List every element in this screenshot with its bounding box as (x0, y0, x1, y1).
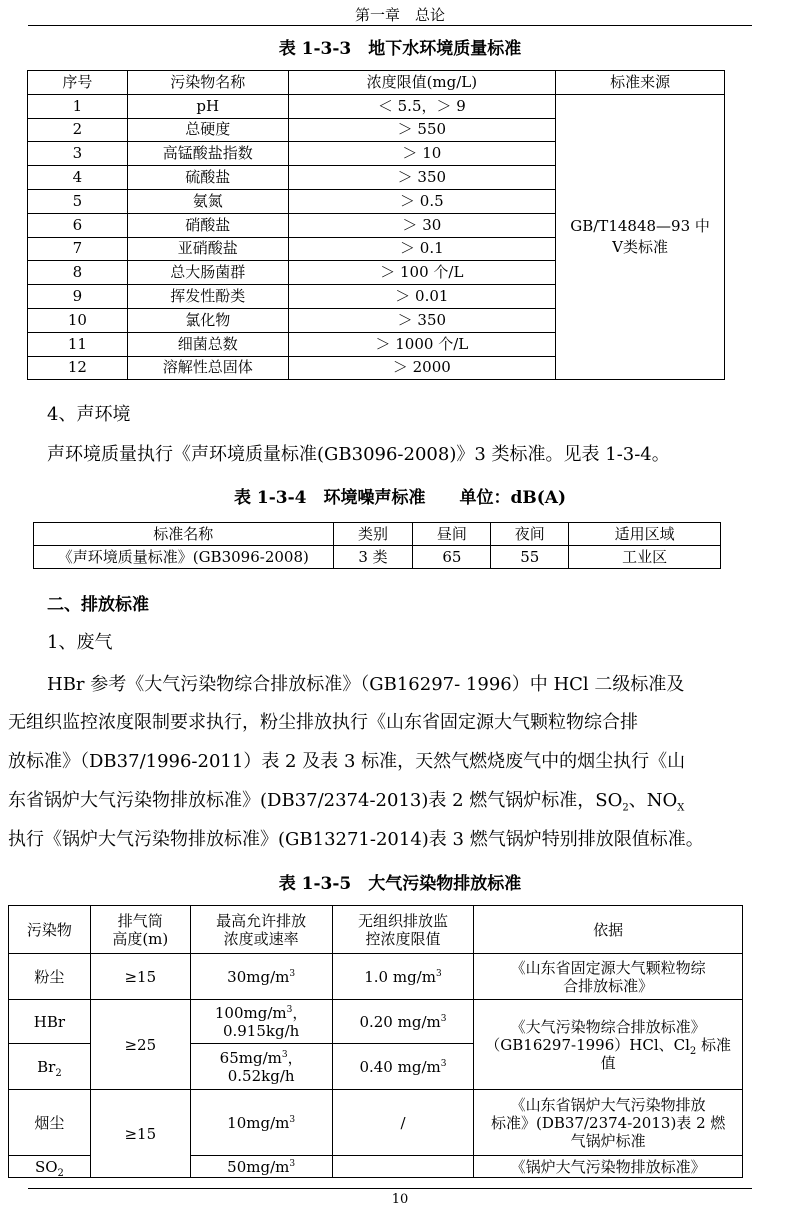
conc-text: 65mg/m (219, 1048, 282, 1067)
cell-no: 9 (28, 285, 128, 309)
cell-no: 12 (28, 356, 128, 380)
basis-line: 气锅炉标准 (570, 1131, 646, 1150)
cell-limit: ＞ 350 (288, 166, 556, 190)
header-line: 高度(m) (112, 929, 169, 948)
cell-height: ≥25 (90, 1000, 190, 1090)
cell-limit: ＜ 5.5，＞ 9 (288, 94, 556, 118)
unit-sup: 3 (286, 1004, 293, 1015)
cell-pollutant: 溶解性总固体 (127, 356, 288, 380)
cell-no: 2 (28, 118, 128, 142)
footer-rule (28, 1188, 752, 1189)
limit-text: 0.40 mg/m (359, 1057, 441, 1076)
pollutant-text: Br (37, 1057, 56, 1076)
cell-height: ≥15 (90, 1090, 190, 1178)
table-row (9, 1000, 743, 1044)
cell-pollutant: pH (127, 94, 288, 118)
basis-line: 值 (600, 1053, 616, 1072)
cell-pollutant: 氨氮 (127, 189, 288, 213)
cell-basis (474, 1090, 743, 1156)
emission-line-2: 无组织监控浓度限制要求执行，粉尘排放执行《山东省固定源大气颗粒物综合排 (8, 712, 638, 733)
cell-concentration (190, 1090, 332, 1156)
unit-sup: 3 (289, 1158, 296, 1169)
section-heading-emission: 二、排放标准 (47, 595, 149, 615)
emission-line-3: 放标准》（DB37/1996-2011）表 2 及表 3 标准，天然气燃烧废气中的烟尘执行《山 (8, 751, 686, 772)
cell-no: 11 (28, 332, 128, 356)
cell-limit (332, 954, 474, 1000)
nox-subscript: X (677, 802, 685, 814)
cl2-subscript: 2 (689, 1045, 697, 1057)
cell-height: ≥15 (90, 954, 190, 1000)
cell-limit: ＞ 0.5 (288, 189, 556, 213)
emission-line-4-text: 东省锅炉大气污染物排放标准》(DB37/2374-2013)表 2 燃气锅炉标准，SO (8, 790, 623, 811)
conc-text: 50mg/m (227, 1157, 290, 1176)
unit-sup: 3 (289, 1114, 296, 1125)
cell-standard: 《声环境质量标准》(GB3096-2008) (34, 546, 334, 569)
table-row (28, 94, 725, 118)
basis-text: 标准 (696, 1035, 732, 1054)
cell-no: 4 (28, 166, 128, 190)
basis-line: 合排放标准》 (563, 976, 654, 995)
groundwater-table (27, 70, 725, 380)
cell-concentration (190, 1156, 332, 1178)
cell-limit: ＞ 550 (288, 118, 556, 142)
cell-concentration (190, 1000, 332, 1044)
cell-limit: ＞ 10 (288, 142, 556, 166)
basis-line: 《大气污染物综合排放标准》 (510, 1017, 706, 1036)
cell-pollutant: 硫酸盐 (127, 166, 288, 190)
cell-pollutant (9, 1044, 91, 1090)
unit-sup: 3 (435, 968, 442, 979)
header-cell: 适用区域 (569, 523, 721, 546)
cell-night: 55 (491, 546, 569, 569)
header-cell: 类别 (333, 523, 413, 546)
cell-limit: ＞ 1000 个/L (288, 332, 556, 356)
cell-no: 6 (28, 213, 128, 237)
header-cell (190, 906, 332, 954)
table-header-row (9, 906, 743, 954)
table2-caption: 表 1-3-4 环境噪声标准 单位：dB(A) (233, 488, 567, 508)
cell-source (556, 94, 725, 380)
cell-limit: ＞ 30 (288, 213, 556, 237)
conc-rate: 0.915kg/h (222, 1021, 300, 1040)
cell-no: 8 (28, 261, 128, 285)
emission-line-5: 执行《锅炉大气污染物排放标准》(GB13271-2014)表 3 燃气锅炉特别排放限值标准。 (8, 829, 704, 850)
conc-comma: ， (292, 1003, 308, 1022)
noise-table (33, 522, 721, 569)
table1-caption: 表 1-3-3 地下水环境质量标准 (278, 39, 522, 59)
section-heading-sound: 4、声环境 (47, 404, 131, 425)
basis-line (474, 1035, 742, 1057)
cell-limit (332, 1156, 474, 1178)
cell-pollutant: 细菌总数 (127, 332, 288, 356)
conc-text: 10mg/m (227, 1113, 290, 1132)
cell-limit: / (332, 1090, 474, 1156)
header-line: 浓度或速率 (223, 929, 299, 948)
cell-basis: 《锅炉大气污染物排放标准》 (474, 1156, 743, 1178)
header-line: 控浓度限值 (365, 929, 441, 948)
so2-subscript: 2 (57, 1167, 64, 1179)
cell-no: 1 (28, 94, 128, 118)
chapter-header: 第一章 总论 (354, 6, 445, 24)
air-pollutant-table (8, 905, 743, 1178)
header-cell: 浓度限值(mg/L) (288, 71, 556, 95)
unit-sup: 3 (289, 968, 296, 979)
header-cell: 污染物名称 (127, 71, 288, 95)
table-row (9, 954, 743, 1000)
unit-sup: 3 (440, 1058, 447, 1069)
header-rule (28, 25, 752, 26)
source-line: GB/T14848—93 中 (570, 217, 710, 236)
subheading-waste-gas: 1、废气 (47, 632, 113, 653)
basis-line: 标准》(DB37/2374-2013)表 2 燃 (490, 1113, 726, 1132)
cell-concentration (190, 954, 332, 1000)
source-line: Ⅴ类标准 (612, 238, 668, 257)
conc-text: 100mg/m (214, 1003, 287, 1022)
cell-pollutant: 氯化物 (127, 308, 288, 332)
header-line: 无组织排放监 (357, 911, 448, 930)
cell-pollutant: 粉尘 (9, 954, 91, 1000)
header-cell: 标准来源 (556, 71, 725, 95)
cell-limit (332, 1000, 474, 1044)
cell-class: 3 类 (333, 546, 413, 569)
cell-basis (474, 1000, 743, 1090)
cell-pollutant: HBr (9, 1000, 91, 1044)
emission-line-4 (8, 790, 684, 812)
header-cell: 标准名称 (34, 523, 334, 546)
header-cell: 污染物 (9, 906, 91, 954)
basis-text: （GB16297-1996）HCl、Cl (485, 1035, 690, 1054)
nox-text: 、NO (628, 790, 678, 811)
header-cell (90, 906, 190, 954)
emission-line-1: HBr 参考《大气污染物综合排放标准》（GB16297- 1996）中 HCl 二级标准及 (47, 674, 685, 695)
table-header-row (34, 523, 721, 546)
cell-pollutant: 烟尘 (9, 1090, 91, 1156)
conc-rate: 0.52kg/h (227, 1066, 295, 1085)
cell-no: 3 (28, 142, 128, 166)
cell-pollutant: 亚硝酸盐 (127, 237, 288, 261)
cell-pollutant: 挥发性酚类 (127, 285, 288, 309)
unit-sup: 3 (440, 1013, 447, 1024)
cell-area: 工业区 (569, 546, 721, 569)
table-row (9, 1090, 743, 1156)
cell-pollutant: 总大肠菌群 (127, 261, 288, 285)
cell-pollutant: 硝酸盐 (127, 213, 288, 237)
basis-line: 《山东省锅炉大气污染物排放 (510, 1095, 706, 1114)
header-cell (332, 906, 474, 954)
header-line: 最高允许排放 (216, 911, 307, 930)
cell-pollutant: 总硬度 (127, 118, 288, 142)
so2-subscript: 2 (622, 802, 629, 814)
table-header-row (28, 71, 725, 95)
cell-concentration (190, 1044, 332, 1090)
cell-limit: ＞ 0.1 (288, 237, 556, 261)
header-line: 排气筒 (117, 911, 163, 930)
cell-no: 7 (28, 237, 128, 261)
header-cell: 昼间 (413, 523, 491, 546)
page-number: 10 (391, 1192, 409, 1207)
basis-line: 《山东省固定源大气颗粒物综 (510, 958, 706, 977)
limit-text: 1.0 mg/m (364, 967, 436, 986)
pollutant-text: SO (34, 1157, 58, 1176)
sound-paragraph: 声环境质量执行《声环境质量标准(GB3096-2008)》3 类标准。见表 1-3-4。 (47, 444, 670, 465)
cell-no: 5 (28, 189, 128, 213)
br2-subscript: 2 (55, 1067, 62, 1079)
cell-limit: ＞ 350 (288, 308, 556, 332)
header-cell: 序号 (28, 71, 128, 95)
table-row (34, 546, 721, 569)
cell-no: 10 (28, 308, 128, 332)
header-cell: 依据 (474, 906, 743, 954)
limit-text: 0.20 mg/m (359, 1012, 441, 1031)
header-cell: 夜间 (491, 523, 569, 546)
table3-caption: 表 1-3-5 大气污染物排放标准 (278, 874, 522, 894)
cell-day: 65 (413, 546, 491, 569)
cell-limit: ＞ 0.01 (288, 285, 556, 309)
conc-text: 30mg/m (227, 967, 290, 986)
unit-sup: 3 (281, 1049, 288, 1060)
conc-comma: ， (287, 1048, 303, 1067)
cell-limit (332, 1044, 474, 1090)
cell-limit: ＞ 2000 (288, 356, 556, 380)
cell-pollutant (9, 1156, 91, 1178)
cell-limit: ＞ 100 个/L (288, 261, 556, 285)
cell-pollutant: 高锰酸盐指数 (127, 142, 288, 166)
cell-basis (474, 954, 743, 1000)
